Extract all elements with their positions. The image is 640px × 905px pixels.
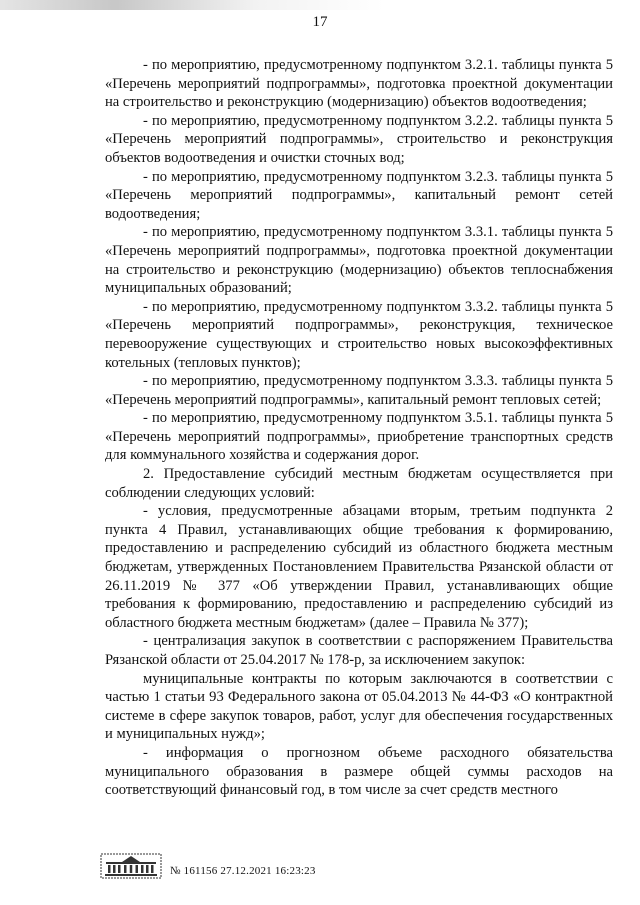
- paragraph-3: - по мероприятию, предусмотренному подпунктом 3.2.3. таблицы пункта 5 «Перечень мероприятий подпрограммы», капитальный ремонт сетей водоотведения;: [105, 168, 613, 222]
- paragraph-7: - по мероприятию, предусмотренному подпунктом 3.5.1. таблицы пункта 5 «Перечень мероприятий подпрограммы», приобретение транспортных средств для коммунального хозяйства и содержания дорог.: [105, 410, 613, 464]
- paragraph-12: - информация о прогнозном объеме расходного обязательства муниципального образования в размере общей суммы расходов на соответствующий финансовый год, в том числе за счет средств местного: [105, 744, 613, 799]
- document-body: [105, 56, 613, 800]
- paragraph-4: - по мероприятию, предусмотренному подпунктом 3.3.1. таблицы пункта 5 «Перечень мероприятий подпрограммы», подготовка проектной документации на строительство и реконструкцию (модернизацию) объектов теплоснабжения муниципальных образований;: [105, 224, 613, 297]
- paragraph-1: - по мероприятию, предусмотренному подпунктом 3.2.1. таблицы пункта 5 «Перечень мероприятий подпрограммы», подготовка проектной документации на строительство и реконструкцию (модернизацию) объектов водоотведения;: [105, 57, 613, 111]
- paragraph-11: муниципальные контракты по которым заключаются в соответствии с частью 1 статьи 93 Федерального закона от 05.04.2013 № 44-ФЗ «О контрактной системе в сфере закупок товаров, работ, услуг для обеспечения государственных и муниципальных нужд»;: [105, 670, 613, 743]
- scan-edge-shadow: [0, 0, 640, 10]
- paragraph-9: - условия, предусмотренные абзацами вторым, третьим подпункта 2 пункта 4 Правил, устанавливающих общие требования к формированию, предоставлению и распределению субсидий из областного бюджета местным бюджетам, утвержденных Постановлением Правительства Рязанской области от 26.11.2019 № 377 «Об утверждении Правил, устанавливающих общие требования к формированию, предоставлению и распределению субсидий из областного бюджета местным бюджетам» (далее – Правила № 377);: [105, 503, 613, 631]
- paragraph-8: 2. Предоставление субсидий местным бюджетам осуществляется при соблюдении следующих условий:: [105, 466, 613, 501]
- page-number: 17: [312, 14, 328, 30]
- paragraph-2: - по мероприятию, предусмотренному подпунктом 3.2.2. таблицы пункта 5 «Перечень мероприятий подпрограммы», строительство и реконструкция объектов водоотведения и очистки сточных вод;: [105, 112, 613, 166]
- document-registration-number: № 161156 27.12.2021 16:23:23: [170, 865, 316, 877]
- registration-stamp: [100, 853, 316, 879]
- paragraph-10: - централизация закупок в соответствии с распоряжением Правительства Рязанской области от 25.04.2017 № 178-р, за исключением закупок:: [105, 633, 613, 668]
- paragraph-5: - по мероприятию, предусмотренному подпунктом 3.3.2. таблицы пункта 5 «Перечень мероприятий подпрограммы», реконструкция, техническое перевооружение существующих и строительство новых высокоэффективных котельных (тепловых пунктов);: [105, 298, 613, 371]
- paragraph-6: - по мероприятию, предусмотренному подпунктом 3.3.3. таблицы пункта 5 «Перечень мероприятий подпрограммы», капитальный ремонт тепловых сетей;: [105, 373, 613, 408]
- building-icon: [100, 853, 162, 879]
